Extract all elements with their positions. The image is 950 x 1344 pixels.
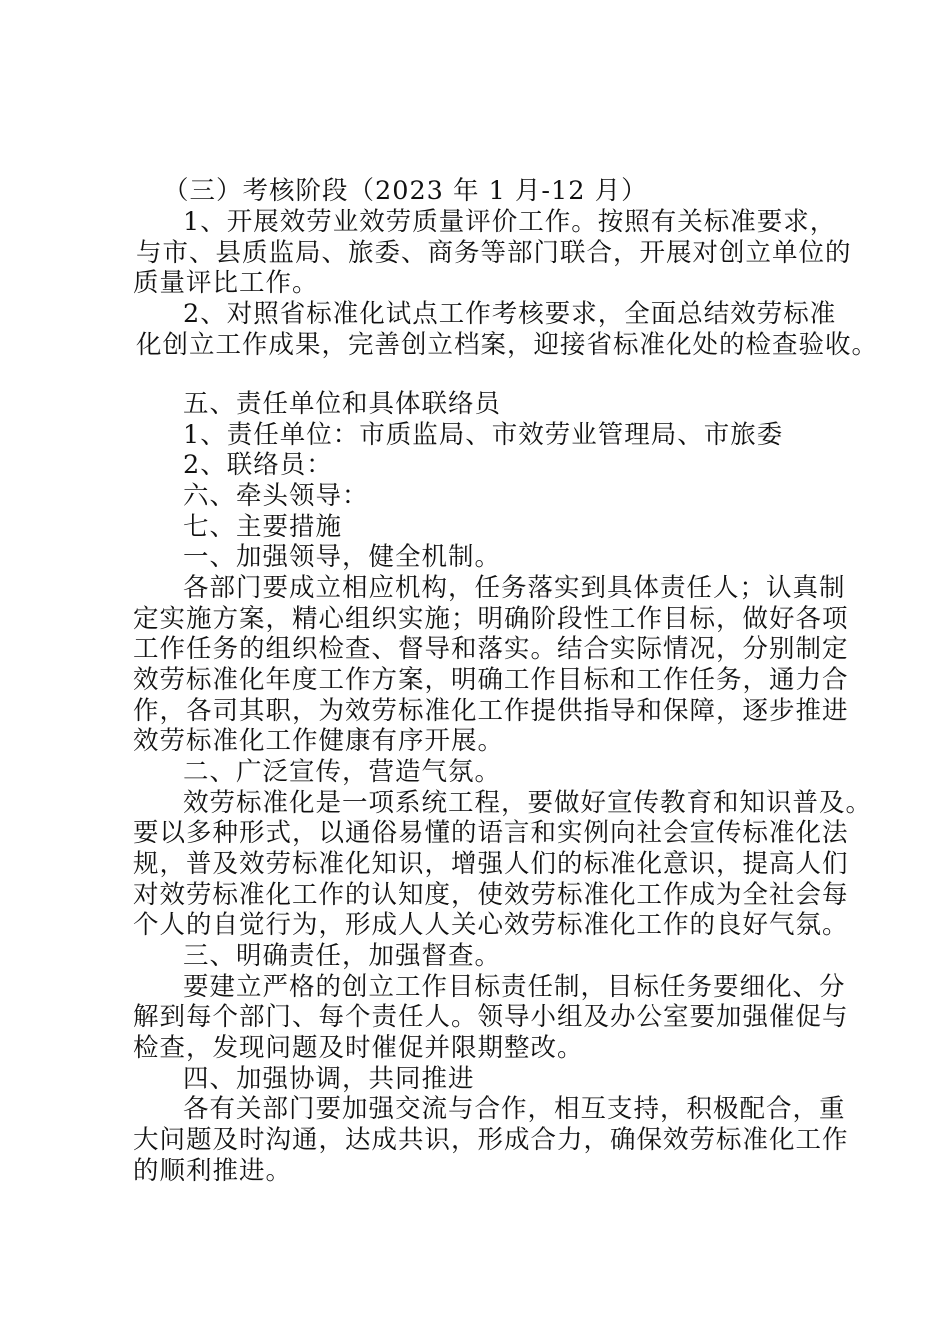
paragraph-line: 2、对照省标准化试点工作考核要求，全面总结效劳标准: [183, 299, 837, 329]
paragraph-line: 1、责任单位：市质监局、市效劳业管理局、市旅委: [183, 420, 784, 450]
section-heading: （三）考核阶段（2023 年 1 月-12 月）: [163, 176, 648, 206]
paragraph-line: 质量评比工作。: [133, 268, 319, 298]
paragraph-line: 大问题及时沟通，达成共识，形成合力，确保效劳标准化工作: [133, 1125, 849, 1155]
section-heading: 六、牵头领导：: [183, 481, 369, 511]
paragraph-line: 化创立工作成果，完善创立档案，迎接省标准化处的检查验收。: [136, 330, 879, 360]
paragraph-line: 1、开展效劳业效劳质量评价工作。按照有关标准要求，: [183, 207, 837, 237]
paragraph-line: 检查，发现问题及时催促并限期整改。: [133, 1033, 584, 1063]
paragraph-line: 作，各司其职，为效劳标准化工作提供指导和保障，逐步推进: [133, 696, 849, 726]
subsection-heading: 三、明确责任，加强督查。: [183, 941, 502, 971]
paragraph-line: 效劳标准化是一项系统工程，要做好宣传教育和知识普及。: [183, 788, 873, 818]
paragraph-line: 对效劳标准化工作的认知度，使效劳标准化工作成为全社会每: [133, 880, 849, 910]
paragraph-line: 效劳标准化工作健康有序开展。: [133, 726, 505, 756]
paragraph-line: 的顺利推进。: [133, 1156, 293, 1186]
paragraph-line: 各有关部门要加强交流与合作，相互支持，积极配合，重: [183, 1094, 846, 1124]
paragraph-line: 效劳标准化年度工作方案，明确工作目标和工作任务，通力合: [133, 665, 849, 695]
paragraph-line: 工作任务的组织检查、督导和落实。结合实际情况，分别制定: [133, 634, 849, 664]
subsection-heading: 二、广泛宣传，营造气氛。: [183, 757, 502, 787]
paragraph-line: 要建立严格的创立工作目标责任制，目标任务要细化、分: [183, 972, 846, 1002]
paragraph-line: 与市、县质监局、旅委、商务等部门联合，开展对创立单位的: [136, 238, 852, 268]
section-heading: 五、责任单位和具体联络员: [183, 389, 502, 419]
subsection-heading: 一、加强领导，健全机制。: [183, 542, 502, 572]
paragraph-line: 要以多种形式，以通俗易懂的语言和实例向社会宣传标准化法: [133, 818, 849, 848]
section-heading: 七、主要措施: [183, 512, 343, 542]
paragraph-line: 2、联络员：: [183, 450, 333, 480]
paragraph-line: 规，普及效劳标准化知识，增强人们的标准化意识，提高人们: [133, 849, 849, 879]
paragraph-line: 定实施方案，精心组织实施；明确阶段性工作目标，做好各项: [133, 604, 849, 634]
paragraph-line: 解到每个部门、每个责任人。领导小组及办公室要加强催促与: [133, 1002, 849, 1032]
paragraph-line: 个人的自觉行为，形成人人关心效劳标准化工作的良好气氛。: [133, 910, 849, 940]
paragraph-line: 各部门要成立相应机构，任务落实到具体责任人；认真制: [183, 573, 846, 603]
subsection-heading: 四、加强协调，共同推进: [183, 1064, 475, 1094]
